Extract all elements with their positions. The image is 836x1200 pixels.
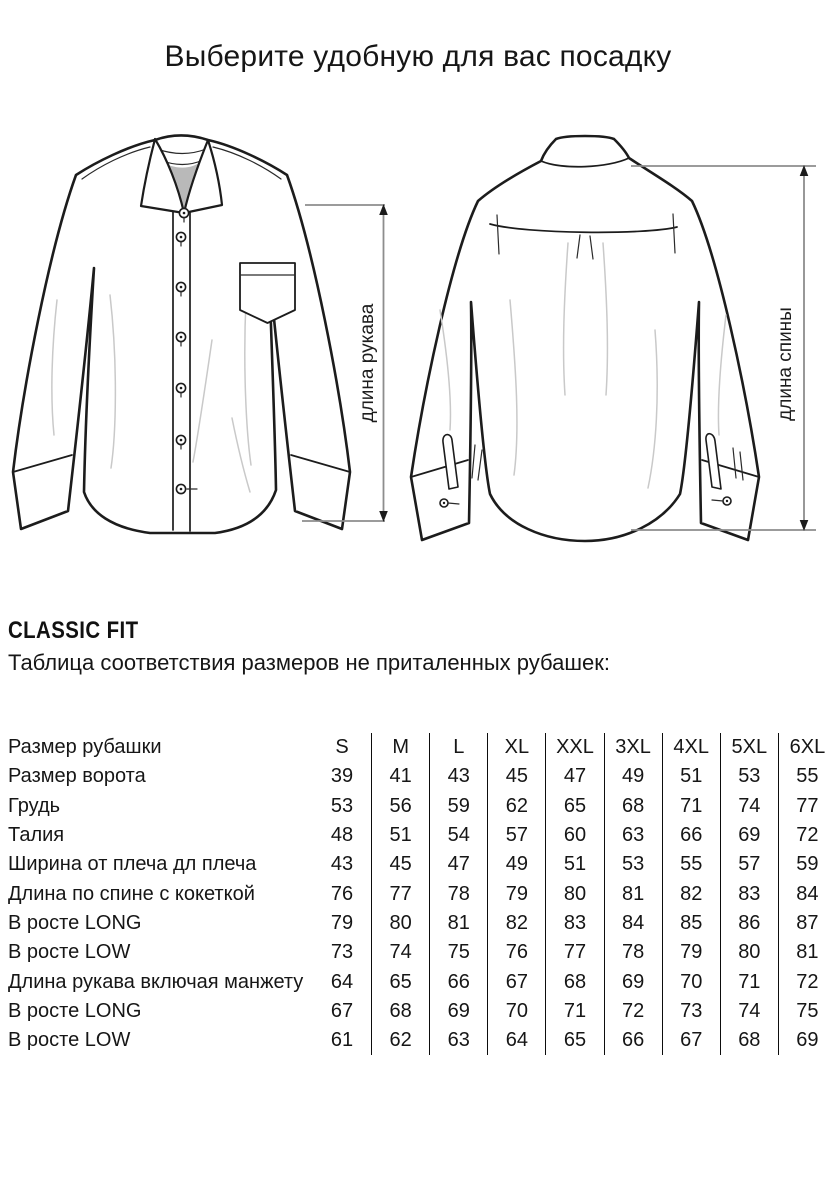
row-label: В росте LOW bbox=[8, 1029, 131, 1052]
size-value-cell: 69 bbox=[429, 997, 487, 1026]
size-value-cell: 77 bbox=[371, 879, 429, 908]
size-value-cell: 87 bbox=[778, 909, 836, 938]
row-label: В росте LONG bbox=[8, 911, 142, 934]
size-column-header: 6XL bbox=[778, 733, 836, 762]
size-value-cell: 56 bbox=[371, 792, 429, 821]
size-value-cell: 61 bbox=[330, 1029, 354, 1052]
size-value-cell: 45 bbox=[487, 762, 545, 791]
size-value-cell: 79 bbox=[330, 911, 354, 934]
shirt-front-drawing bbox=[13, 136, 350, 534]
size-value-cell: 78 bbox=[604, 938, 662, 967]
size-value-cell: 49 bbox=[604, 762, 662, 791]
size-value-cell: 72 bbox=[778, 967, 836, 996]
size-value-cell: 57 bbox=[487, 821, 545, 850]
size-value-cell: 77 bbox=[545, 938, 603, 967]
size-value-cell: 74 bbox=[371, 938, 429, 967]
size-value-cell: 62 bbox=[371, 1026, 429, 1055]
row-label: Размер ворота bbox=[8, 765, 146, 788]
size-value-cell: 83 bbox=[720, 879, 778, 908]
size-table bbox=[0, 733, 836, 1055]
size-value-cell: 79 bbox=[662, 938, 720, 967]
fit-heading: CLASSIC FIT bbox=[8, 617, 139, 644]
size-value-cell: 69 bbox=[720, 821, 778, 850]
shirt-diagrams bbox=[0, 112, 836, 604]
size-value-cell: 72 bbox=[778, 821, 836, 850]
size-value-cell: 66 bbox=[429, 967, 487, 996]
row-label: Ширина от плеча дл плеча bbox=[8, 853, 257, 876]
size-value-cell: 60 bbox=[545, 821, 603, 850]
size-value-cell: 43 bbox=[429, 762, 487, 791]
size-value-cell: 82 bbox=[662, 879, 720, 908]
size-value-cell: 80 bbox=[720, 938, 778, 967]
size-column-header: L bbox=[429, 733, 487, 762]
size-value-cell: 62 bbox=[487, 792, 545, 821]
size-value-cell: 43 bbox=[330, 853, 354, 876]
size-value-cell: 81 bbox=[778, 938, 836, 967]
chest-pocket bbox=[240, 263, 295, 323]
size-value-cell: 64 bbox=[487, 1026, 545, 1055]
size-value-cell: 84 bbox=[604, 909, 662, 938]
size-value-cell: 73 bbox=[330, 941, 354, 964]
size-value-cell: 51 bbox=[545, 850, 603, 879]
size-value-cell: 55 bbox=[778, 762, 836, 791]
size-value-cell: 71 bbox=[545, 997, 603, 1026]
size-column-header: XL bbox=[487, 733, 545, 762]
size-value-cell: 65 bbox=[545, 792, 603, 821]
size-value-cell: 68 bbox=[545, 967, 603, 996]
size-value-cell: 72 bbox=[604, 997, 662, 1026]
size-value-cell: 71 bbox=[662, 792, 720, 821]
row-label: Талия bbox=[8, 824, 65, 847]
size-value-cell: 73 bbox=[662, 997, 720, 1026]
size-value-cell: 81 bbox=[604, 879, 662, 908]
size-value-cell: 84 bbox=[778, 879, 836, 908]
size-value-cell: 64 bbox=[330, 970, 354, 993]
size-value-cell: 48 bbox=[330, 824, 354, 847]
size-value-cell: 68 bbox=[720, 1026, 778, 1055]
size-value-cell: 68 bbox=[371, 997, 429, 1026]
size-value-cell: 86 bbox=[720, 909, 778, 938]
shirt-back-drawing bbox=[411, 136, 759, 541]
size-value-cell: 75 bbox=[429, 938, 487, 967]
size-value-cell: 77 bbox=[778, 792, 836, 821]
size-value-cell: 74 bbox=[720, 997, 778, 1026]
size-value-cell: 49 bbox=[487, 850, 545, 879]
size-value-cell: 83 bbox=[545, 909, 603, 938]
table-caption: Таблица соответствия размеров не приталенных рубашек: bbox=[8, 650, 610, 675]
size-column-header: S bbox=[335, 736, 349, 759]
sleeve-length-label: длина рукава bbox=[357, 303, 379, 423]
size-column-header: 4XL bbox=[662, 733, 720, 762]
size-value-cell: 53 bbox=[720, 762, 778, 791]
size-value-cell: 82 bbox=[487, 909, 545, 938]
size-value-cell: 66 bbox=[604, 1026, 662, 1055]
size-value-cell: 76 bbox=[487, 938, 545, 967]
size-value-cell: 39 bbox=[330, 765, 354, 788]
size-value-cell: 67 bbox=[487, 967, 545, 996]
size-value-cell: 69 bbox=[778, 1026, 836, 1055]
size-column-header: XXL bbox=[545, 733, 603, 762]
size-value-cell: 85 bbox=[662, 909, 720, 938]
size-value-cell: 57 bbox=[720, 850, 778, 879]
size-value-cell: 67 bbox=[330, 999, 354, 1022]
size-value-cell: 67 bbox=[662, 1026, 720, 1055]
size-value-cell: 51 bbox=[662, 762, 720, 791]
size-value-cell: 59 bbox=[429, 792, 487, 821]
size-value-cell: 53 bbox=[604, 850, 662, 879]
size-column-header: 5XL bbox=[720, 733, 778, 762]
size-value-cell: 75 bbox=[778, 997, 836, 1026]
size-value-cell: 47 bbox=[429, 850, 487, 879]
size-value-cell: 81 bbox=[429, 909, 487, 938]
size-value-cell: 53 bbox=[330, 794, 354, 817]
size-value-cell: 63 bbox=[429, 1026, 487, 1055]
size-value-cell: 66 bbox=[662, 821, 720, 850]
size-value-cell: 63 bbox=[604, 821, 662, 850]
size-column-header: M bbox=[371, 733, 429, 762]
size-value-cell: 70 bbox=[487, 997, 545, 1026]
size-column-header: 3XL bbox=[604, 733, 662, 762]
size-value-cell: 65 bbox=[371, 967, 429, 996]
size-value-cell: 76 bbox=[330, 882, 354, 905]
size-value-cell: 71 bbox=[720, 967, 778, 996]
size-value-cell: 41 bbox=[371, 762, 429, 791]
row-label: Грудь bbox=[8, 794, 61, 817]
size-value-cell: 80 bbox=[545, 879, 603, 908]
size-value-cell: 79 bbox=[487, 879, 545, 908]
row-label: В росте LONG bbox=[8, 999, 142, 1022]
size-value-cell: 45 bbox=[371, 850, 429, 879]
size-value-cell: 78 bbox=[429, 879, 487, 908]
size-value-cell: 55 bbox=[662, 850, 720, 879]
size-value-cell: 68 bbox=[604, 792, 662, 821]
row-header-label: Размер рубашки bbox=[8, 736, 162, 759]
size-value-cell: 54 bbox=[429, 821, 487, 850]
size-value-cell: 47 bbox=[545, 762, 603, 791]
size-value-cell: 65 bbox=[545, 1026, 603, 1055]
row-label: В росте LOW bbox=[8, 941, 131, 964]
size-value-cell: 69 bbox=[604, 967, 662, 996]
row-label: Длина рукава включая манжету bbox=[8, 970, 304, 993]
size-value-cell: 51 bbox=[371, 821, 429, 850]
size-value-cell: 80 bbox=[371, 909, 429, 938]
size-value-cell: 74 bbox=[720, 792, 778, 821]
back-length-label: длина спины bbox=[775, 307, 797, 421]
row-label: Длина по спине с кокеткой bbox=[8, 882, 255, 905]
size-value-cell: 70 bbox=[662, 967, 720, 996]
page-title: Выберите удобную для вас посадку bbox=[164, 40, 672, 73]
size-value-cell: 59 bbox=[778, 850, 836, 879]
